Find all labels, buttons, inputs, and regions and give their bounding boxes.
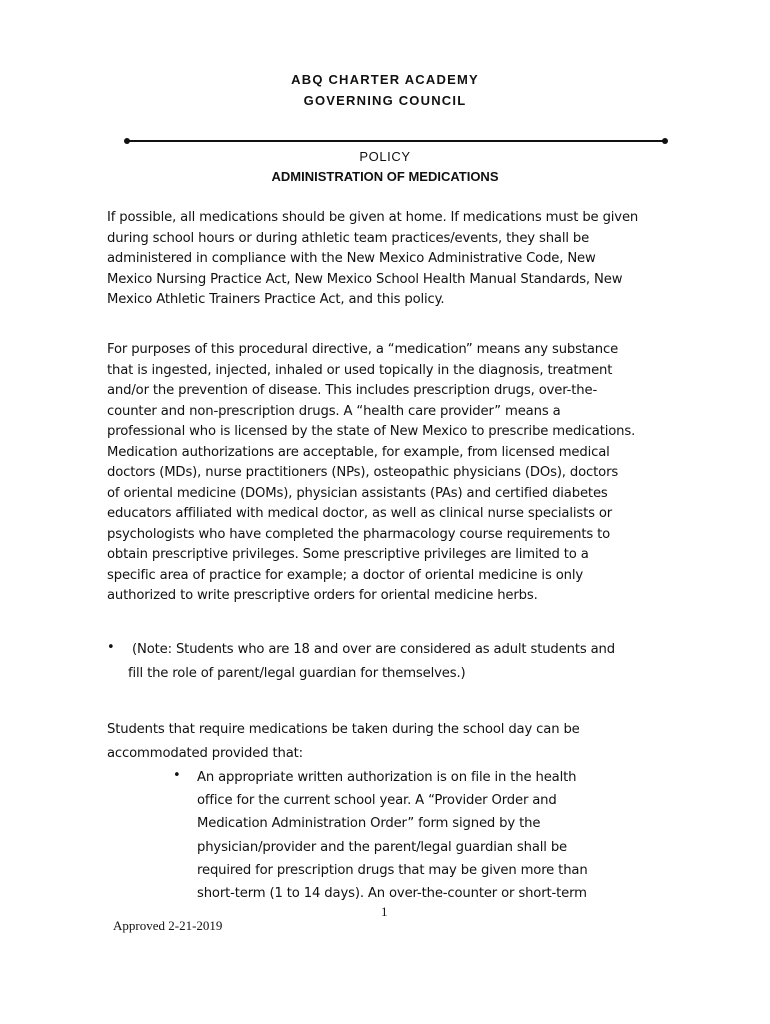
text-line: that is ingested, injected, inhaled or used topically in the diagnosis, treatment bbox=[107, 362, 613, 378]
note-bullet bbox=[128, 638, 615, 685]
paragraph-intro bbox=[107, 208, 667, 311]
text-line: educators affiliated with medical doctor, as well as clinical nurse specialists or bbox=[107, 506, 613, 521]
paragraph-definitions bbox=[107, 340, 667, 607]
text-line: fill the role of parent/legal guardian for themselves.) bbox=[128, 665, 466, 681]
note-bullet-icon: • bbox=[107, 640, 115, 655]
page-number: 1 bbox=[381, 904, 388, 919]
text-line: physician/provider and the parent/legal guardian shall be bbox=[197, 839, 568, 855]
text-line: required for prescription drugs that may be given more than bbox=[197, 862, 588, 878]
paragraph-accommodation bbox=[107, 718, 667, 765]
text-line: If possible, all medications should be given at home. If medications must be given bbox=[107, 210, 639, 225]
text-line: professional who is licensed by the state of New Mexico to prescribe medications. bbox=[107, 424, 636, 439]
text-line: and/or the prevention of disease. This includes prescription drugs, over-the- bbox=[107, 383, 598, 398]
approved-date: Approved 2-21-2019 bbox=[113, 918, 223, 933]
text-line: office for the current school year. A “Provider Order and bbox=[197, 793, 557, 809]
policy-label: POLICY bbox=[359, 149, 411, 164]
policy-title: ADMINISTRATION OF MEDICATIONS bbox=[271, 169, 499, 184]
text-line: Medication authorizations are acceptable, for example, from licensed medical bbox=[107, 444, 610, 460]
text-line: For purposes of this procedural directive, a “medication” means any substance bbox=[107, 342, 619, 357]
text-line: authorized to write prescriptive orders for oriental medicine herbs. bbox=[107, 588, 538, 603]
text-line: Mexico Nursing Practice Act, New Mexico School Health Manual Standards, New bbox=[107, 271, 623, 287]
text-line: doctors (MDs), nurse practitioners (NPs), osteopathic physicians (DOs), doctors bbox=[107, 465, 619, 480]
text-line: specific area of practice for example; a doctor of oriental medicine is only bbox=[107, 567, 584, 583]
text-line: Students that require medications be taken during the school day can be bbox=[107, 722, 580, 737]
text-line: counter and non-prescription drugs. A “health care provider” means a bbox=[107, 403, 561, 419]
text-line: during school hours or during athletic team practices/events, they shall be bbox=[107, 230, 590, 246]
text-line: An appropriate written authorization is on file in the health bbox=[197, 770, 577, 785]
rule-right-dot bbox=[662, 138, 668, 144]
text-line: (Note: Students who are 18 and over are considered as adult students and bbox=[132, 642, 615, 657]
text-line: psychologists who have completed the pharmacology course requirements to bbox=[107, 526, 611, 542]
text-line: Medication Administration Order” form signed by the bbox=[197, 816, 541, 832]
header-divider bbox=[127, 140, 665, 142]
text-line: accommodated provided that: bbox=[107, 745, 303, 761]
list-item bbox=[197, 766, 588, 905]
council-name: GOVERNING COUNCIL bbox=[303, 93, 467, 108]
text-line: short-term (1 to 14 days). An over-the-counter or short-term bbox=[197, 886, 587, 902]
text-line: obtain prescriptive privileges. Some prescriptive privileges are limited to a bbox=[107, 547, 589, 562]
text-line: of oriental medicine (DOMs), physician assistants (PAs) and certified diabetes bbox=[107, 485, 608, 501]
list-bullet-icon: • bbox=[173, 768, 181, 783]
text-line: administered in compliance with the New Mexico Administrative Code, New bbox=[107, 251, 596, 266]
school-name: ABQ CHARTER ACADEMY bbox=[291, 72, 479, 87]
text-line: Mexico Athletic Trainers Practice Act, and this policy. bbox=[107, 292, 445, 307]
